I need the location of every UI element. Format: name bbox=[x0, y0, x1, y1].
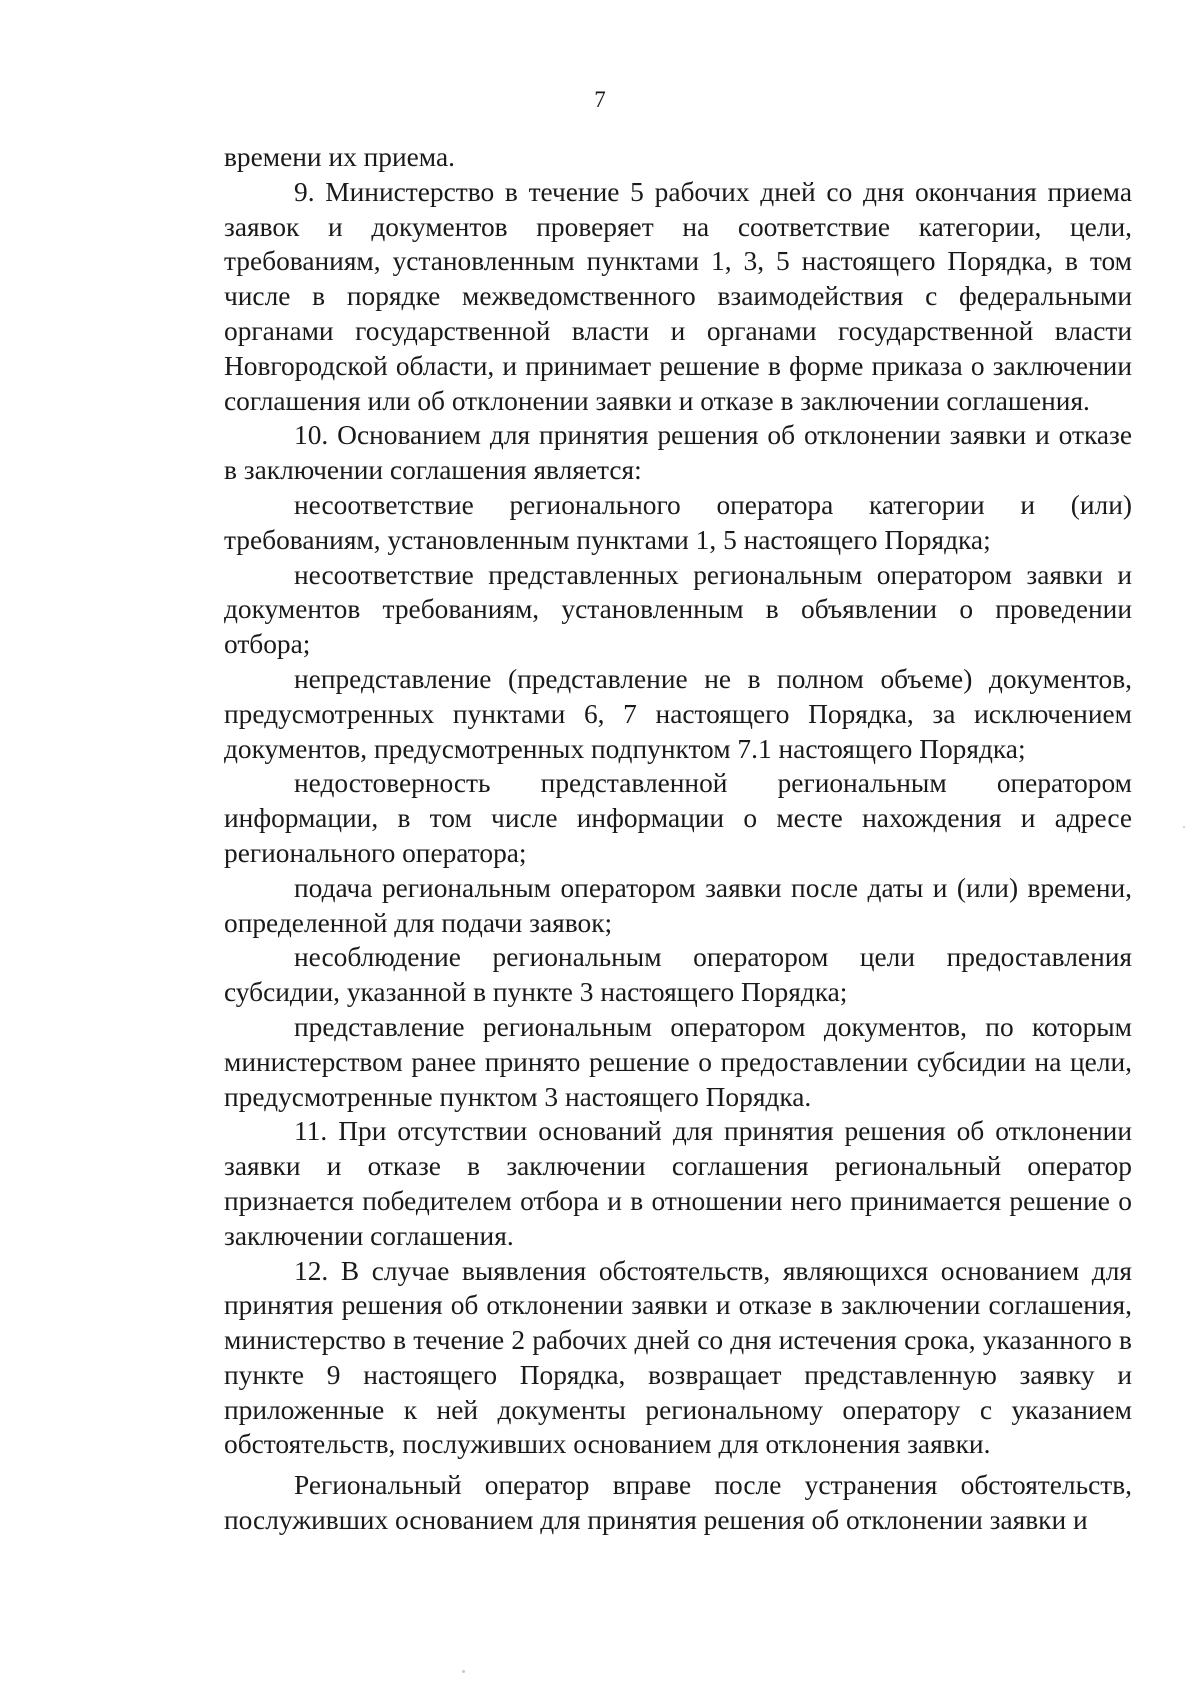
paragraph-continuation: времени их приема. bbox=[224, 142, 455, 172]
page-number: 7 bbox=[594, 87, 606, 112]
list-item: несоответствие представленных региональным оператором заявки и документов требованиям, установленным в объявлении о проведении отбора; bbox=[224, 559, 1132, 660]
list-item: представление региональным оператором документов, по которым министерством ранее принято решение о предоставлении субсидии на цели, предусмотренные пунктом 3 настоящего Порядка. bbox=[224, 1011, 1132, 1112]
list-item: недостоверность представленной региональным оператором информации, в том числе информации о месте нахождения и адресе регионального оператора; bbox=[224, 768, 1132, 868]
list-item: несоответствие регионального оператора категории и (или) требованиям, установленным пунктами 1, 5 настоящего Порядка; bbox=[224, 489, 1132, 555]
list-item: подача региональным оператором заявки после даты и (или) времени, определенной для подачи заявок; bbox=[224, 872, 1132, 938]
paragraph-item-12: 12. В случае выявления обстоятельств, являющихся основанием для принятия решения об отклонении заявки и отказе в заключении соглашения, министерство в течение 2 рабочих дней со дня истечения срока, указанного в пункте 9 настоящего Порядка, возвращает представленную заявку и приложенные к ней документы региональному оператору с указанием обстоятельств, послуживших основанием для отклонения заявки. bbox=[224, 1255, 1132, 1460]
paragraph-item-9: 9. Министерство в течение 5 рабочих дней со дня окончания приема заявок и документов проверяет на соответствие категории, цели, требованиям, установленным пунктами 1, 3, 5 настоящего Порядка, в том числе в порядке межведомственного взаимодействия с федеральными органами государственной власти и органами государственной власти Новгородской области, и принимает решение в форме приказа о заключении соглашения или об отклонении заявки и отказе в заключении соглашения. bbox=[224, 176, 1132, 416]
paragraph-item-11: 11. При отсутствии оснований для принятия решения об отклонении заявки и отказе в заключении соглашения региональный оператор признается победителем отбора и в отношении него принимается решение о заключении соглашения. bbox=[224, 1116, 1132, 1251]
scan-artifact bbox=[1183, 826, 1185, 828]
list-item: несоблюдение региональным оператором цели предоставления субсидии, указанной в пункте 3 настоящего Порядка; bbox=[224, 942, 1132, 1008]
document-body bbox=[224, 140, 1132, 1538]
paragraph-final: Региональный оператор вправе после устранения обстоятельств, послуживших основанием для принятия решения об отклонении заявки и bbox=[224, 1470, 1132, 1536]
list-item: непредставление (представление не в полном объеме) документов, предусмотренных пунктами 6, 7 настоящего Порядка, за исключением документов, предусмотренных подпунктом 7.1 настоящего Порядка; bbox=[224, 663, 1132, 764]
scan-artifact bbox=[462, 1670, 465, 1673]
paragraph-item-10: 10. Основанием для принятия решения об отклонении заявки и отказе в заключении соглашения является: bbox=[224, 420, 1132, 486]
